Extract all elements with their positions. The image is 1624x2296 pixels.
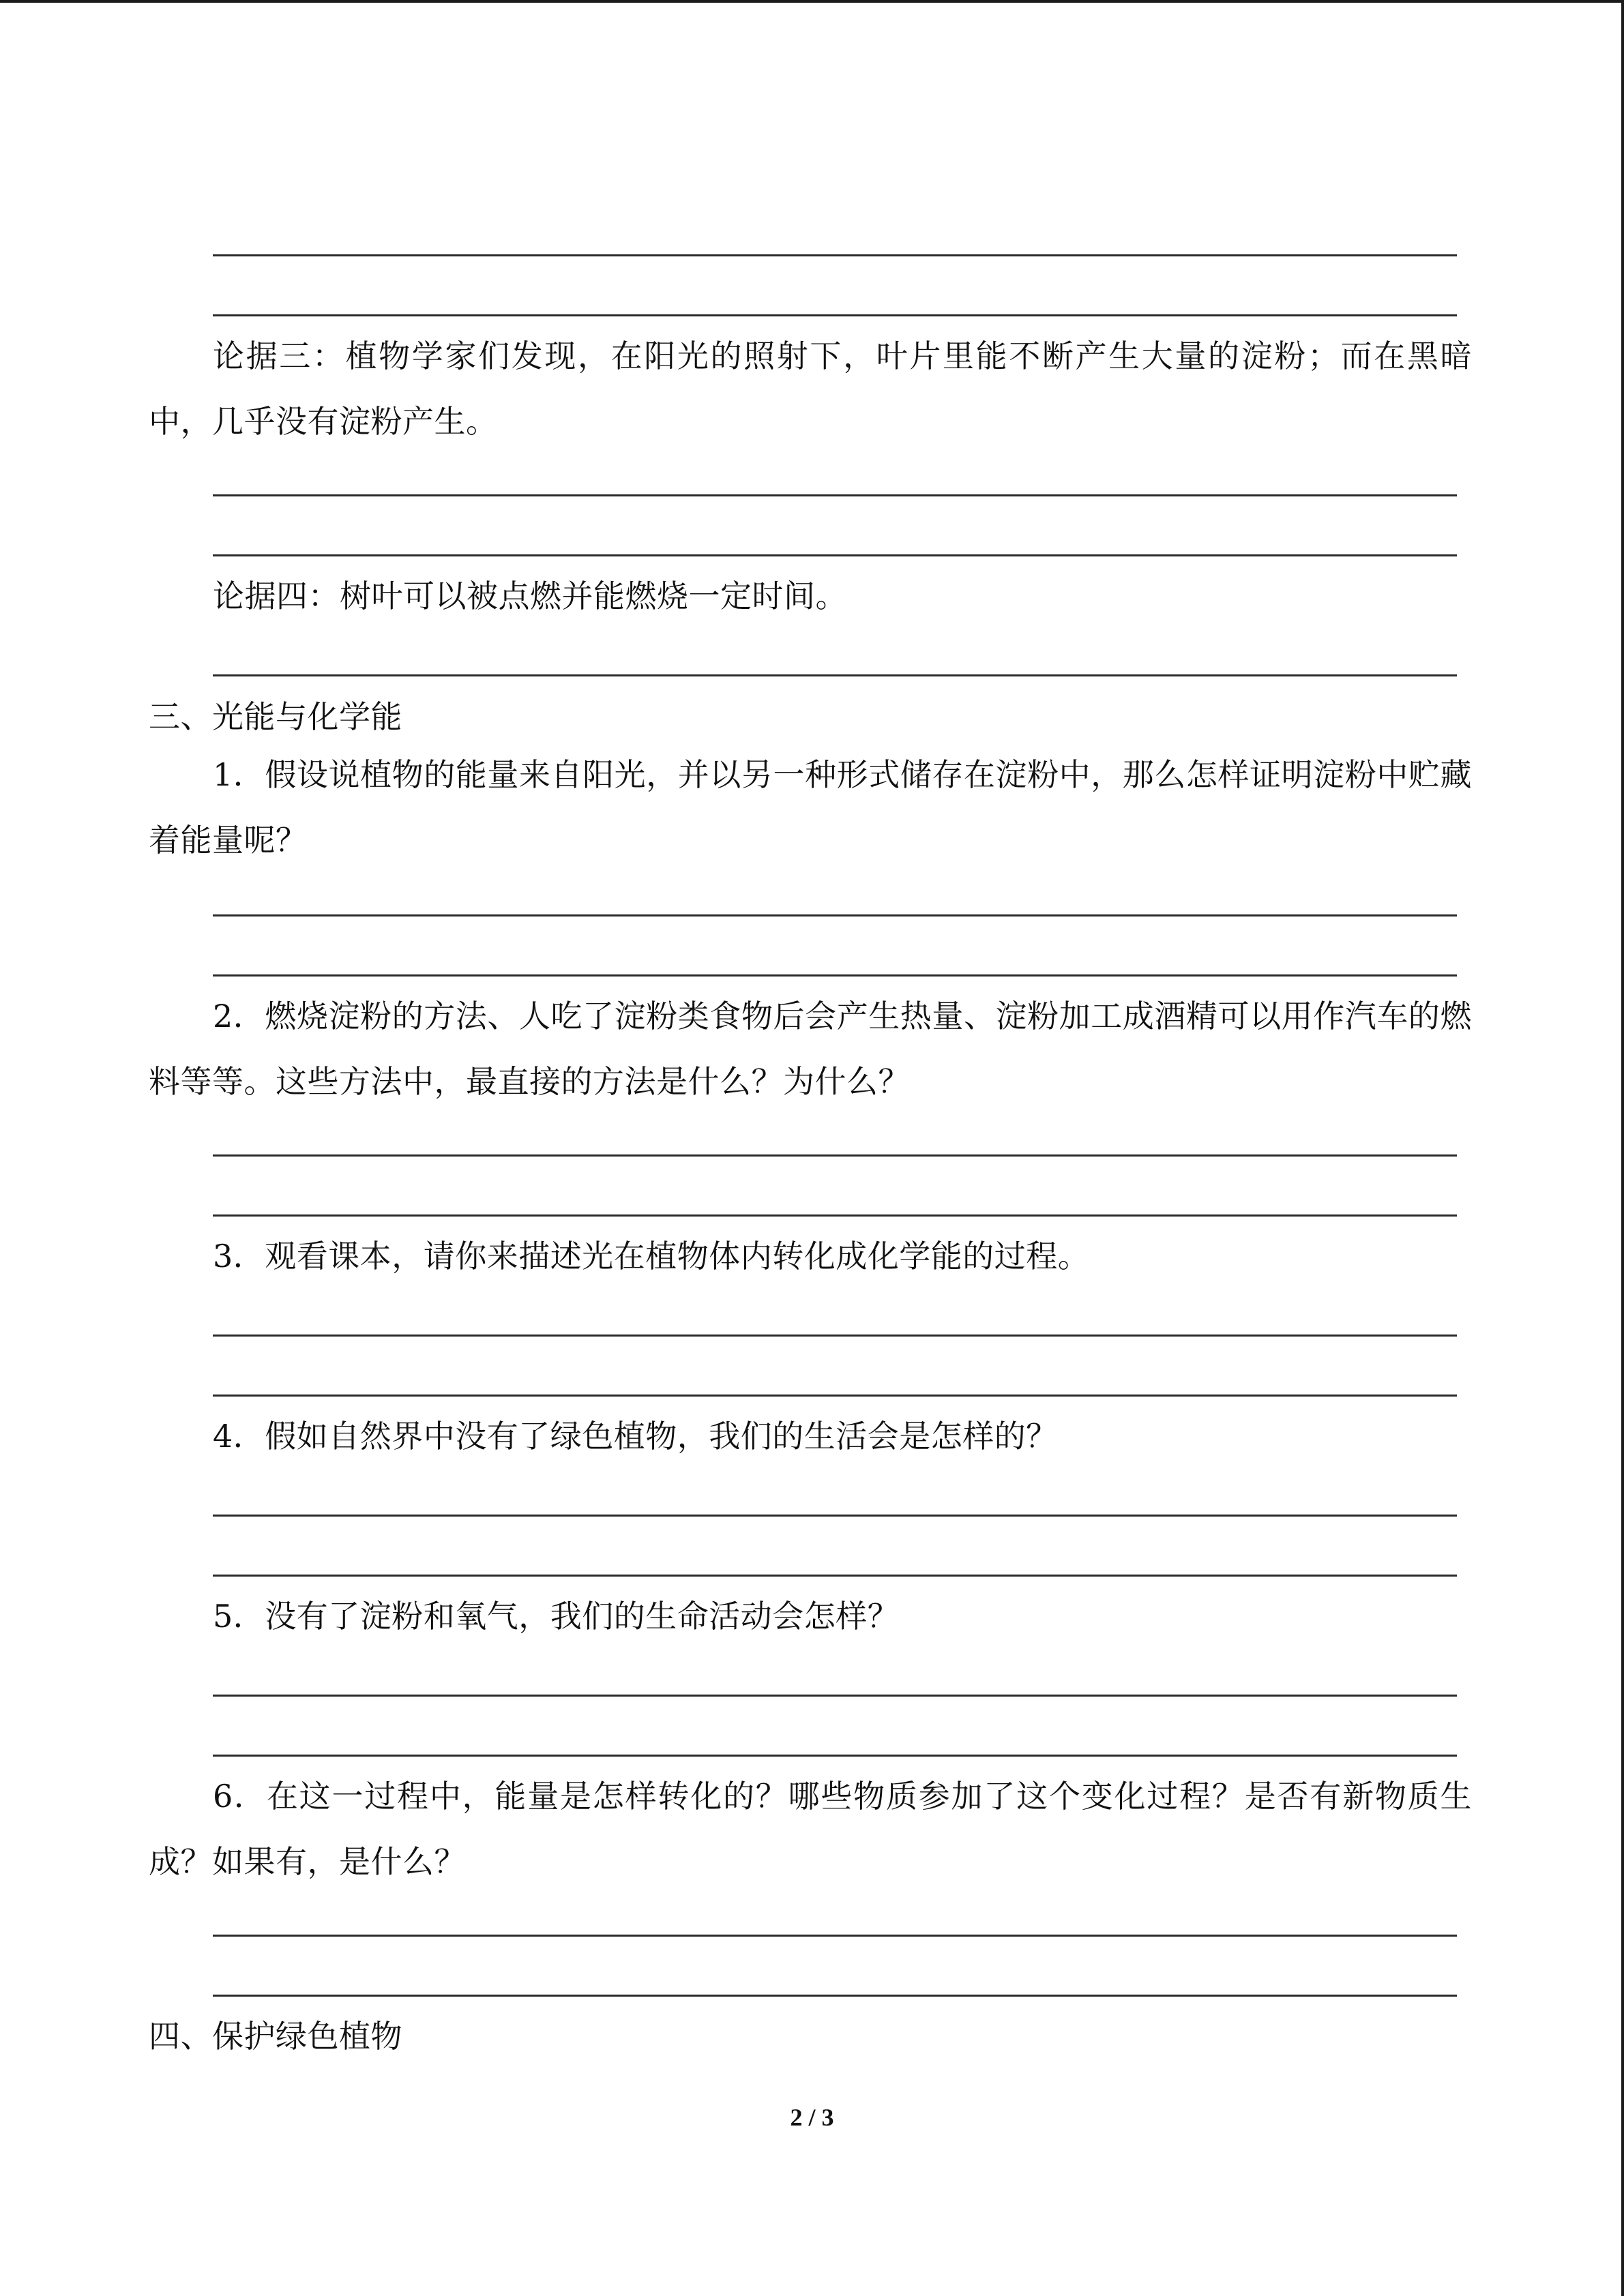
answer-line[interactable] — [213, 1154, 1457, 1157]
page-right-border — [1621, 0, 1624, 2296]
question-2: 2．燃烧淀粉的方法、人吃了淀粉类食物后会产生热量、淀粉加工成酒精可以用作汽车的燃料等等。这些方法中，最直接的方法是什么？为什么？ — [149, 998, 1472, 1100]
answer-line[interactable] — [213, 1755, 1457, 1757]
answer-line[interactable] — [213, 494, 1457, 496]
section-4-heading: 四、保护绿色植物 — [149, 2018, 402, 2055]
question-6: 6．在这一过程中，能量是怎样转化的？哪些物质参加了这个变化过程？是否有新物质生成？如果有，是什么？ — [149, 1778, 1472, 1880]
question-3: 3．观看课本，请你来描述光在植物体内转化成化学能的过程。 — [213, 1238, 1090, 1274]
question-5: 5．没有了淀粉和氧气，我们的生命活动会怎样？ — [213, 1598, 900, 1635]
answer-line[interactable] — [213, 1695, 1457, 1697]
evidence-4-paragraph: 论据四：树叶可以被点燃并能燃烧一定时间。 — [213, 578, 847, 614]
question-4: 4．假如自然界中没有了绿色植物，我们的生活会是怎样的？ — [213, 1418, 1058, 1455]
page-number: 2 / 3 — [790, 2104, 834, 2131]
answer-line[interactable] — [213, 314, 1457, 316]
evidence-3-paragraph: 论据三：植物学家们发现，在阳光的照射下，叶片里能不断产生大量的淀粉；而在黑暗中，几乎没有淀粉产生。 — [149, 338, 1472, 440]
answer-line[interactable] — [213, 1575, 1457, 1577]
page-top-border — [0, 0, 1624, 3]
answer-line[interactable] — [213, 554, 1457, 556]
answer-line[interactable] — [213, 1214, 1457, 1217]
question-1: 1．假设说植物的能量来自阳光，并以另一种形式储存在淀粉中，那么怎样证明淀粉中贮藏着能量呢？ — [149, 756, 1472, 859]
answer-line[interactable] — [213, 914, 1457, 916]
answer-line[interactable] — [213, 1335, 1457, 1337]
answer-line[interactable] — [213, 1515, 1457, 1517]
section-3-heading: 三、光能与化学能 — [149, 698, 402, 735]
answer-line[interactable] — [213, 1995, 1457, 1997]
answer-line[interactable] — [213, 674, 1457, 676]
answer-line[interactable] — [213, 974, 1457, 976]
answer-line[interactable] — [213, 254, 1457, 256]
answer-line[interactable] — [213, 1935, 1457, 1937]
answer-line[interactable] — [213, 1395, 1457, 1397]
